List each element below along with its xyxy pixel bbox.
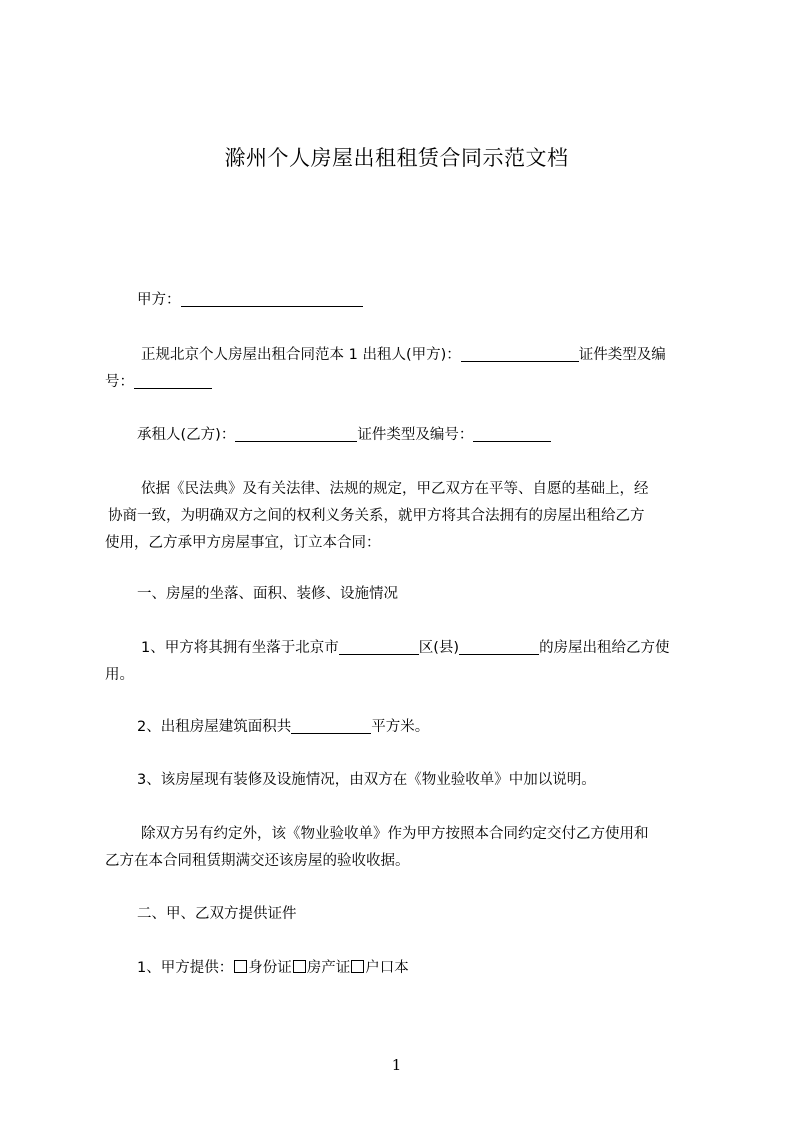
- party-a-blank[interactable]: [181, 291, 363, 307]
- item1-1-text-c: 的房屋出租给乙方使: [539, 640, 670, 656]
- item2-1-label: 1、甲方提供：: [137, 960, 234, 976]
- lessor-blank[interactable]: [461, 346, 579, 362]
- lessee-id-blank[interactable]: [473, 426, 551, 442]
- party-a-label: 甲方：: [137, 292, 181, 308]
- lessee-id-label: 证件类型及编号：: [357, 427, 474, 443]
- lessee-line: [137, 425, 551, 445]
- basis-para-line1: 依据《民法典》及有关法律、法规的规定，甲乙双方在平等、自愿的基础上，经: [141, 481, 649, 497]
- basis-para-line3: 使用，乙方承甲方房屋事宜，订立本合同：: [105, 535, 381, 551]
- item2-1-line: [137, 958, 409, 978]
- section1-heading: 一、房屋的坐落、面积、装修、设施情况: [137, 586, 398, 602]
- id-card-label: 身份证: [248, 960, 292, 976]
- item1-1-cont: 用。: [105, 667, 134, 683]
- lessor-id-label: 证件类型及编: [578, 347, 666, 363]
- lessee-blank[interactable]: [235, 426, 357, 442]
- lessor-id-label-cont: 号：: [105, 374, 134, 390]
- item1-2-line: [137, 717, 429, 737]
- district-blank[interactable]: [339, 639, 419, 655]
- item1-3-line: 3、该房屋现有装修及设施情况，由双方在《物业验收单》中加以说明。: [137, 772, 596, 788]
- household-reg-checkbox[interactable]: [351, 960, 364, 973]
- basis-para-line2: 协商一致，为明确双方之间的权利义务关系，就甲方将其合法拥有的房屋出租给乙方: [108, 508, 645, 524]
- lessee-label: 承租人(乙方)：: [137, 427, 236, 443]
- item1-2-text-a: 2、出租房屋建筑面积共: [137, 719, 292, 735]
- section2-heading: 二、甲、乙双方提供证件: [137, 906, 297, 922]
- lessor-id-line: [105, 372, 212, 392]
- lessor-id-blank[interactable]: [134, 373, 212, 389]
- item1-1-text-a: 1、甲方将其拥有坐落于北京市: [141, 640, 339, 656]
- document-title: 滁州个人房屋出租租赁合同示范文档: [224, 146, 569, 170]
- household-reg-label: 户口本: [365, 960, 409, 976]
- note-line2: 乙方在本合同租赁期满交还该房屋的验收收据。: [105, 853, 410, 869]
- party-a-line: [137, 290, 363, 310]
- area-blank[interactable]: [291, 718, 371, 734]
- item1-2-text-b: 平方米。: [371, 719, 430, 735]
- lessor-line: [141, 345, 666, 365]
- item1-1-line: [141, 638, 670, 658]
- note-line1: 除双方另有约定外，该《物业验收单》作为甲方按照本合同约定交付乙方使用和: [141, 826, 649, 842]
- lessor-label: 正规北京个人房屋出租合同范本 1 出租人(甲方)：: [141, 347, 461, 363]
- property-cert-checkbox[interactable]: [293, 960, 306, 973]
- id-card-checkbox[interactable]: [234, 960, 247, 973]
- address-blank[interactable]: [459, 639, 539, 655]
- property-cert-label: 房产证: [306, 960, 351, 976]
- page-number: 1: [391, 1056, 402, 1074]
- item1-1-text-b: 区(县): [418, 640, 460, 656]
